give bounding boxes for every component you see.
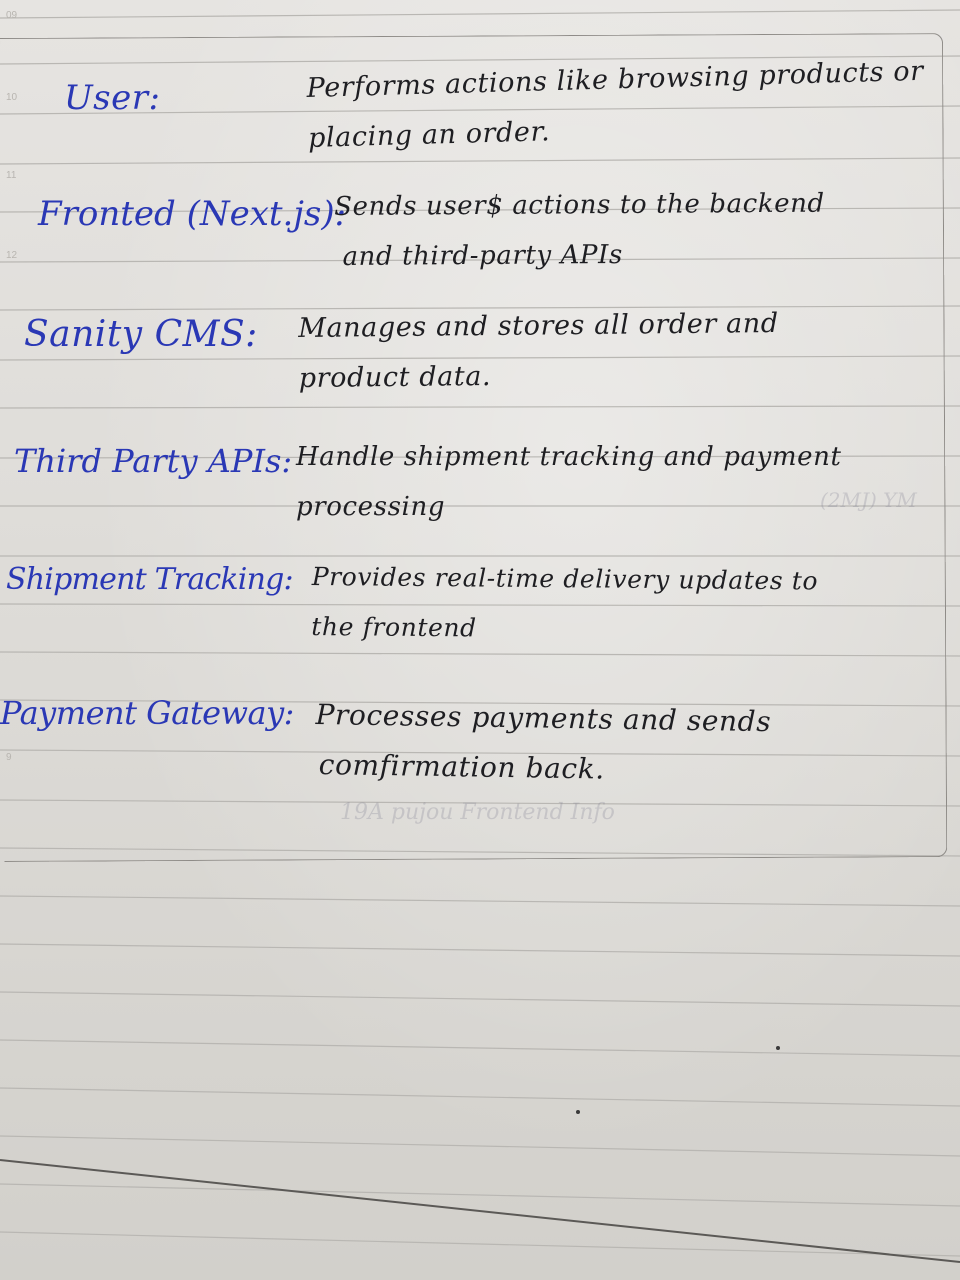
description-line: Sends user$ actions to the backend <box>334 188 825 222</box>
entry-description <box>314 690 771 797</box>
description-line: product data. <box>298 360 492 394</box>
entry-label: Sanity CMS: <box>24 314 258 355</box>
entry-label: Third Party APIs: <box>14 442 293 480</box>
bleed-through-text: (2MJ) YM <box>820 488 917 512</box>
entry-description <box>298 299 779 404</box>
entry-description <box>311 552 818 656</box>
ink-speck <box>576 1110 580 1114</box>
note-entry-frontend <box>0 190 960 310</box>
entry-label: Payment Gateway: <box>0 694 294 732</box>
entry-label: User: <box>64 78 161 118</box>
description-line: Processes payments and sends <box>315 697 772 739</box>
description-line: Provides real-time delivery updates to <box>311 561 819 596</box>
page-number: 11 <box>6 170 17 181</box>
ink-speck <box>776 1046 780 1050</box>
description-line: the frontend <box>311 611 477 643</box>
page-number: 10 <box>6 92 18 103</box>
description-line: Manages and stores all order and <box>298 307 779 344</box>
description-line: processing <box>296 492 446 522</box>
description-line: and third-party APIs <box>342 239 624 272</box>
page-number: 09 <box>6 10 18 21</box>
description-line: Handle shipment tracking and payment <box>296 442 842 472</box>
entry-label: Fronted (Next.js): <box>38 194 347 234</box>
note-entry-user <box>0 55 960 190</box>
note-entry-payment-gateway <box>0 690 960 810</box>
note-entry-sanity-cms <box>0 307 960 432</box>
description-line: comfirmation back. <box>318 748 606 786</box>
bleed-through-text: 19A pujou Frontend Info <box>340 800 615 825</box>
description-line: Performs actions like browsing products or <box>306 55 925 104</box>
page-number: 12 <box>6 250 18 261</box>
page-number: 9 <box>6 752 12 763</box>
description-line: placing an order. <box>307 116 551 154</box>
entry-description <box>296 432 842 532</box>
entry-description <box>306 47 926 164</box>
note-entry-shipment-tracking <box>0 562 960 682</box>
note-entry-third-party-apis <box>0 440 960 560</box>
entry-label: Shipment Tracking: <box>6 562 293 597</box>
entry-description <box>334 179 825 282</box>
